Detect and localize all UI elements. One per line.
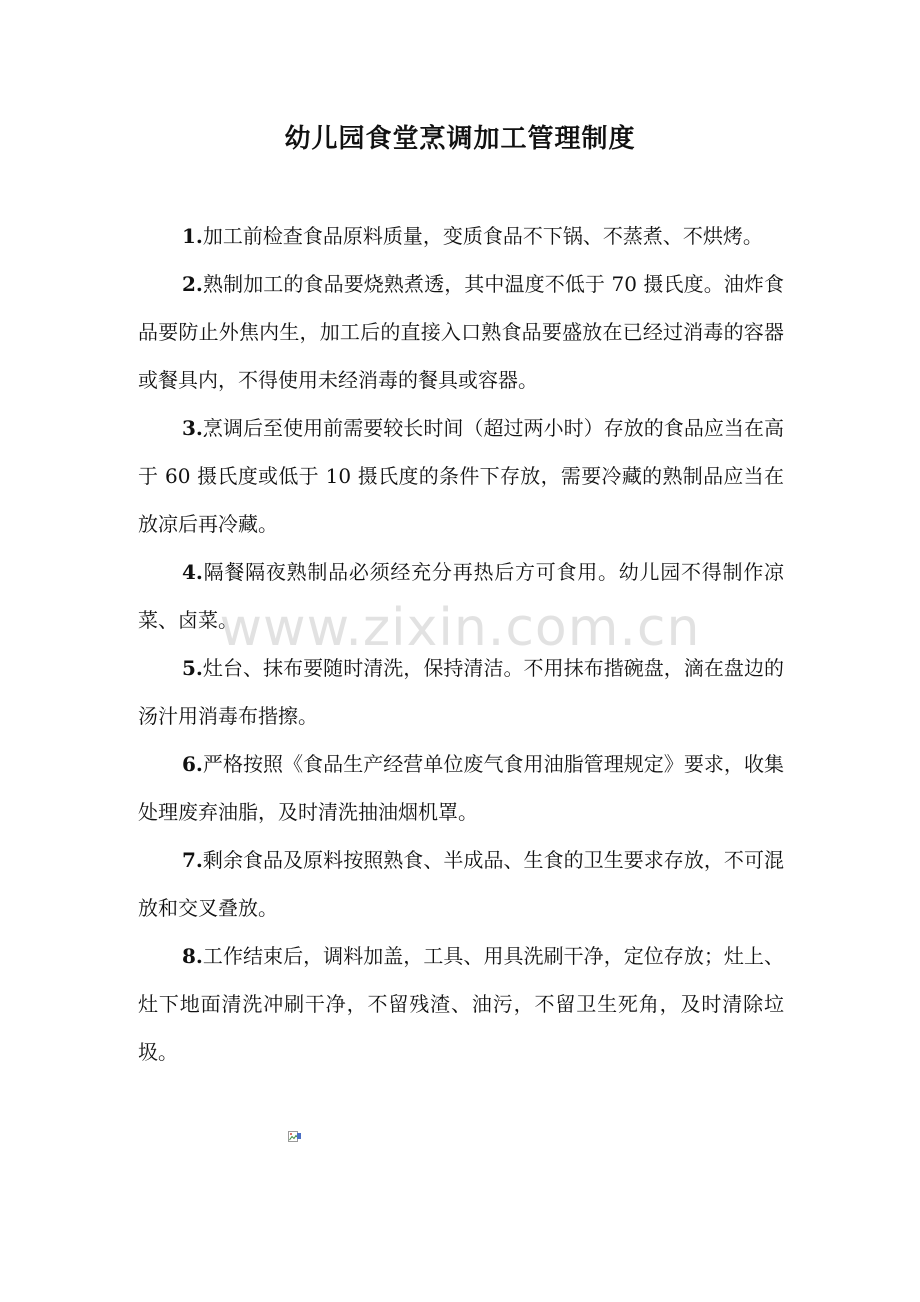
paragraph-3	[138, 404, 784, 548]
paragraph-text: 隔餐隔夜熟制品必须经充分再热后方可食用。幼儿园不得制作凉菜、卤菜。	[138, 560, 784, 632]
paragraph-number: 6.	[182, 752, 203, 776]
broken-image-icon	[288, 1128, 302, 1140]
document-body	[138, 212, 784, 1076]
paragraph-text: 灶台、抹布要随时清洗，保持清洁。不用抹布揩碗盘，滴在盘边的汤汁用消毒布揩擦。	[138, 656, 784, 728]
watermark: www.zixin.com.cn	[219, 598, 701, 658]
paragraph-text: 剩余食品及原料按照熟食、半成品、生食的卫生要求存放，不可混放和交叉叠放。	[138, 848, 784, 920]
paragraph-text: 烹调后至使用前需要较长时间（超过两小时）存放的食品应当在高于 60 摄氏度或低于 10 摄氏度的条件下存放，需要冷藏的熟制品应当在放凉后再冷藏。	[138, 416, 784, 536]
paragraph-text: 加工前检查食品原料质量，变质食品不下锅、不蒸煮、不烘烤。	[202, 224, 763, 248]
paragraph-number: 1.	[182, 224, 203, 248]
paragraph-text: 工作结束后，调料加盖，工具、用具洗刷干净，定位存放；灶上、灶下地面清洗冲刷干净，不留残渣、油污，不留卫生死角，及时清除垃圾。	[138, 944, 784, 1064]
paragraph-1	[138, 212, 784, 260]
paragraph-number: 8.	[182, 944, 203, 968]
paragraph-2	[138, 260, 784, 404]
paragraph-6	[138, 740, 784, 836]
paragraph-text: 熟制加工的食品要烧熟煮透，其中温度不低于 70 摄氏度。油炸食品要防止外焦内生，加工后的直接入口熟食品要盛放在已经过消毒的容器或餐具内，不得使用未经消毒的餐具或容器。	[138, 272, 784, 392]
paragraph-4	[138, 548, 784, 644]
paragraph-number: 4.	[182, 560, 203, 584]
document-title: 幼儿园食堂烹调加工管理制度	[284, 124, 636, 154]
paragraph-number: 2.	[182, 272, 203, 296]
paragraph-text: 严格按照《食品生产经营单位废气食用油脂管理规定》要求，收集处理废弃油脂，及时清洗抽油烟机罩。	[138, 752, 784, 824]
paragraph-5	[138, 644, 784, 740]
paragraph-number: 7.	[182, 848, 203, 872]
paragraph-number: 5.	[182, 656, 203, 680]
paragraph-7	[138, 836, 784, 932]
paragraph-number: 3.	[182, 416, 203, 440]
paragraph-8	[138, 932, 784, 1076]
